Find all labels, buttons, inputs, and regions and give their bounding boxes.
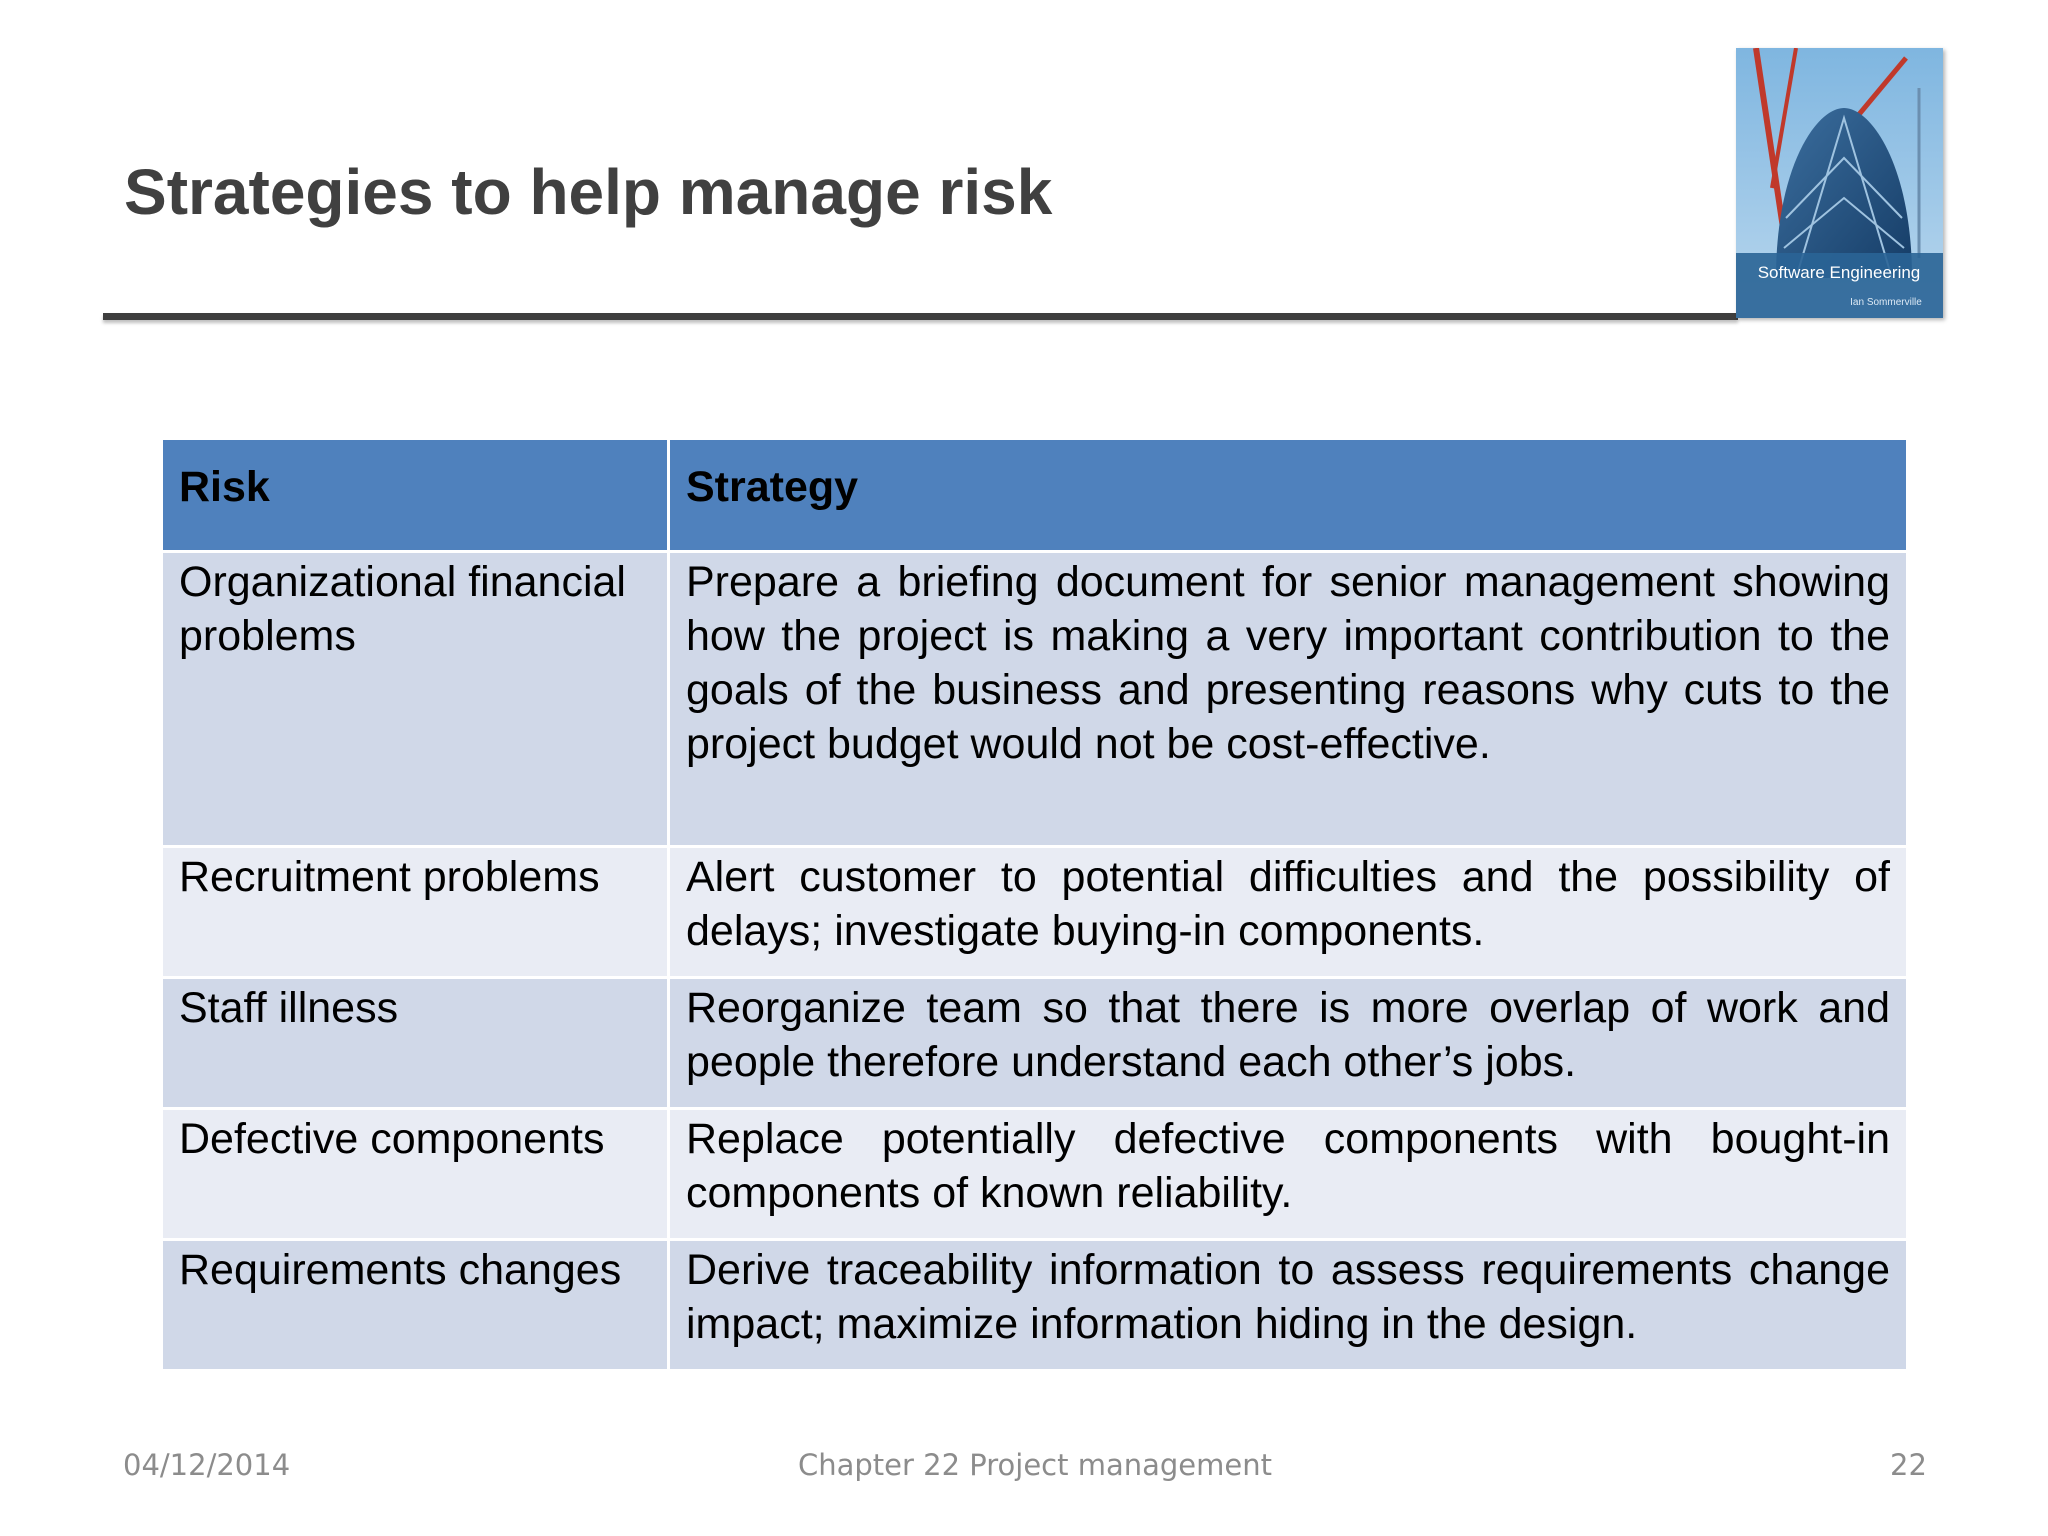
risk-cell: Organizational financial problems <box>162 552 669 847</box>
title-divider <box>103 313 1738 320</box>
column-header-risk: Risk <box>162 439 669 552</box>
strategy-cell: Prepare a briefing document for senior management showing how the project is making a very important contribution to the goals of the business and presenting reasons why cuts to the project budget would not be cost-effective. <box>669 552 1908 847</box>
table-row <box>162 1240 1908 1371</box>
book-cover-image <box>1736 48 1943 318</box>
table-row <box>162 1109 1908 1240</box>
footer-page-number: 22 <box>1890 1448 1927 1482</box>
slide-title: Strategies to help manage risk <box>124 156 1053 228</box>
risk-strategy-table <box>160 437 1909 1372</box>
table-row <box>162 978 1908 1109</box>
risk-cell: Requirements changes <box>162 1240 669 1371</box>
strategy-cell: Replace potentially defective components with bought-in components of known reliability. <box>669 1109 1908 1240</box>
cover-title: Software Engineering <box>1757 263 1921 282</box>
risk-cell: Staff illness <box>162 978 669 1109</box>
footer-chapter: Chapter 22 Project management <box>798 1448 1272 1482</box>
strategy-cell: Reorganize team so that there is more overlap of work and people therefore understand each other’s jobs. <box>669 978 1908 1109</box>
strategy-cell: Derive traceability information to assess requirements change impact; maximize information hiding in the design. <box>669 1240 1908 1371</box>
column-header-strategy: Strategy <box>669 439 1908 552</box>
table-row <box>162 847 1908 978</box>
cover-author: Ian Sommerville <box>1850 297 1922 308</box>
table-header-row <box>162 439 1908 552</box>
footer-date: 04/12/2014 <box>123 1448 291 1482</box>
risk-cell: Recruitment problems <box>162 847 669 978</box>
strategy-cell: Alert customer to potential difficulties and the possibility of delays; investigate buying-in components. <box>669 847 1908 978</box>
risk-cell: Defective components <box>162 1109 669 1240</box>
table-row <box>162 552 1908 847</box>
